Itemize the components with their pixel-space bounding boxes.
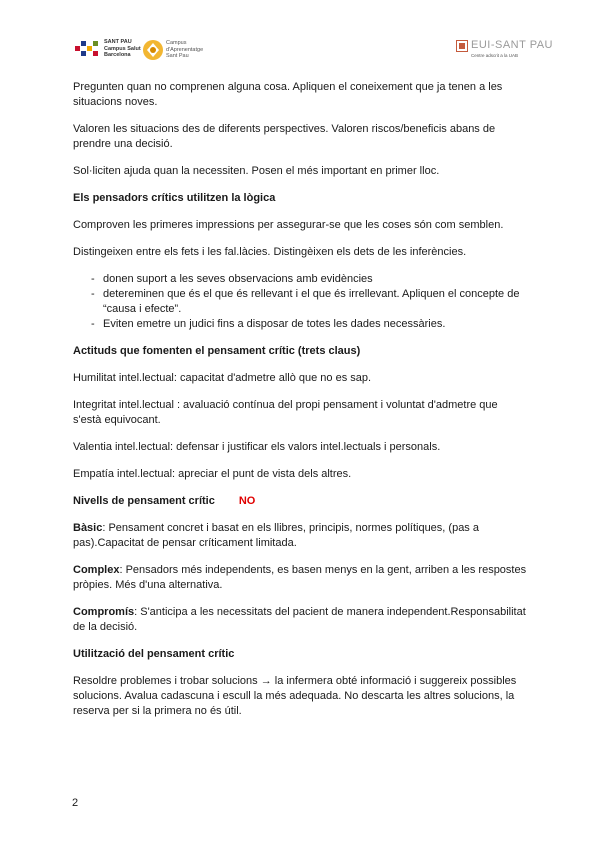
eui-logo-icon <box>456 40 468 52</box>
list-item: - donen suport a les seves observacions amb evidències <box>73 272 528 287</box>
list-item: - detereminen que és el que és rellevant i el que és irrellevant. Apliquen el concepte de “causa i efecte”. <box>73 287 528 317</box>
document-body <box>73 80 528 731</box>
paragraph: Resoldre problemes i trobar solucions → la infermera obté informació i suggereix possibles solucions. Avalua cadascuna i escull la més adequada. No descarta les altres solucions, la reserva per si la primera no és útil. <box>73 675 517 717</box>
paragraph: Distingeixen entre els fets i les fal.làcies. Distingèixen els dets de les inferències. <box>73 246 467 258</box>
paragraph: Sol·liciten ajuda quan la necessiten. Posen el més important en primer lloc. <box>73 165 440 177</box>
eui-logo-subtitle: Centre adscrit a la UAB <box>471 53 519 58</box>
no-annotation: NO <box>238 495 256 507</box>
paragraph: Integritat intel.lectual : avaluació contínua del propi pensament i voluntat d'admetre que s'està equivocant. <box>73 399 498 426</box>
paragraph: Humilitat intel.lectual: capacitat d'admetre allò que no es sap. <box>73 372 372 384</box>
section-heading-levels <box>73 494 528 509</box>
term-description: : Pensadors més independents, es basen menys en la gent, arriben a les respostes pròpies. Més d'una alternativa. <box>73 564 527 591</box>
paragraph <box>73 521 528 551</box>
campus-logo-text: Campus d'Aprenentatge Sant Pau <box>166 40 204 59</box>
term-description: : Pensament concret i basat en els llibres, principis, normes polítiques, (pas a pas).Capacitat de pensar críticament limitada. <box>73 522 479 549</box>
paragraph <box>73 605 528 635</box>
term-description: : S'anticipa a les necessitats del pacient de manera independent.Responsabilitat de la decisió. <box>73 606 526 633</box>
dash-list <box>73 272 528 332</box>
section-heading: Els pensadors crítics utilitzen la lògica <box>73 192 276 204</box>
paragraph <box>73 563 528 593</box>
section-heading: Actituds que fomenten el pensament crític (trets claus) <box>73 345 361 357</box>
page-header <box>0 34 600 74</box>
heading-text: Nivells de pensament crític <box>73 495 215 507</box>
paragraph: Valoren les situacions des de diferents perspectives. Valoren riscos/beneficis abans de prendre una decisió. <box>73 123 496 150</box>
sant-pau-logo-text: SANT PAU Campus Salut Barcelona <box>104 39 141 58</box>
paragraph: Pregunten quan no comprenen alguna cosa. Apliquen el coneixement que ja tenen a les situacions noves. <box>73 81 503 108</box>
paragraph: Valentia intel.lectual: defensar i justificar els valors intel.lectuals i personals. <box>73 441 441 453</box>
term-label: Compromís <box>73 606 135 618</box>
section-heading: Utilització del pensament crític <box>73 648 235 660</box>
sant-pau-logo-icon <box>75 40 101 60</box>
list-item: - Eviten emetre un judici fins a disposar de totes les dades necessàries. <box>73 317 528 332</box>
page-number: 2 <box>72 797 79 809</box>
paragraph: Empatía intel.lectual: apreciar el punt de vista dels altres. <box>73 468 352 480</box>
campus-logo-icon <box>142 39 164 61</box>
term-label: Complex <box>73 564 120 576</box>
term-label: Bàsic <box>73 522 103 534</box>
eui-logo-title: EUI-SANT PAU <box>471 39 553 51</box>
paragraph: Comproven les primeres impressions per assegurar-se que les coses són com semblen. <box>73 219 504 231</box>
